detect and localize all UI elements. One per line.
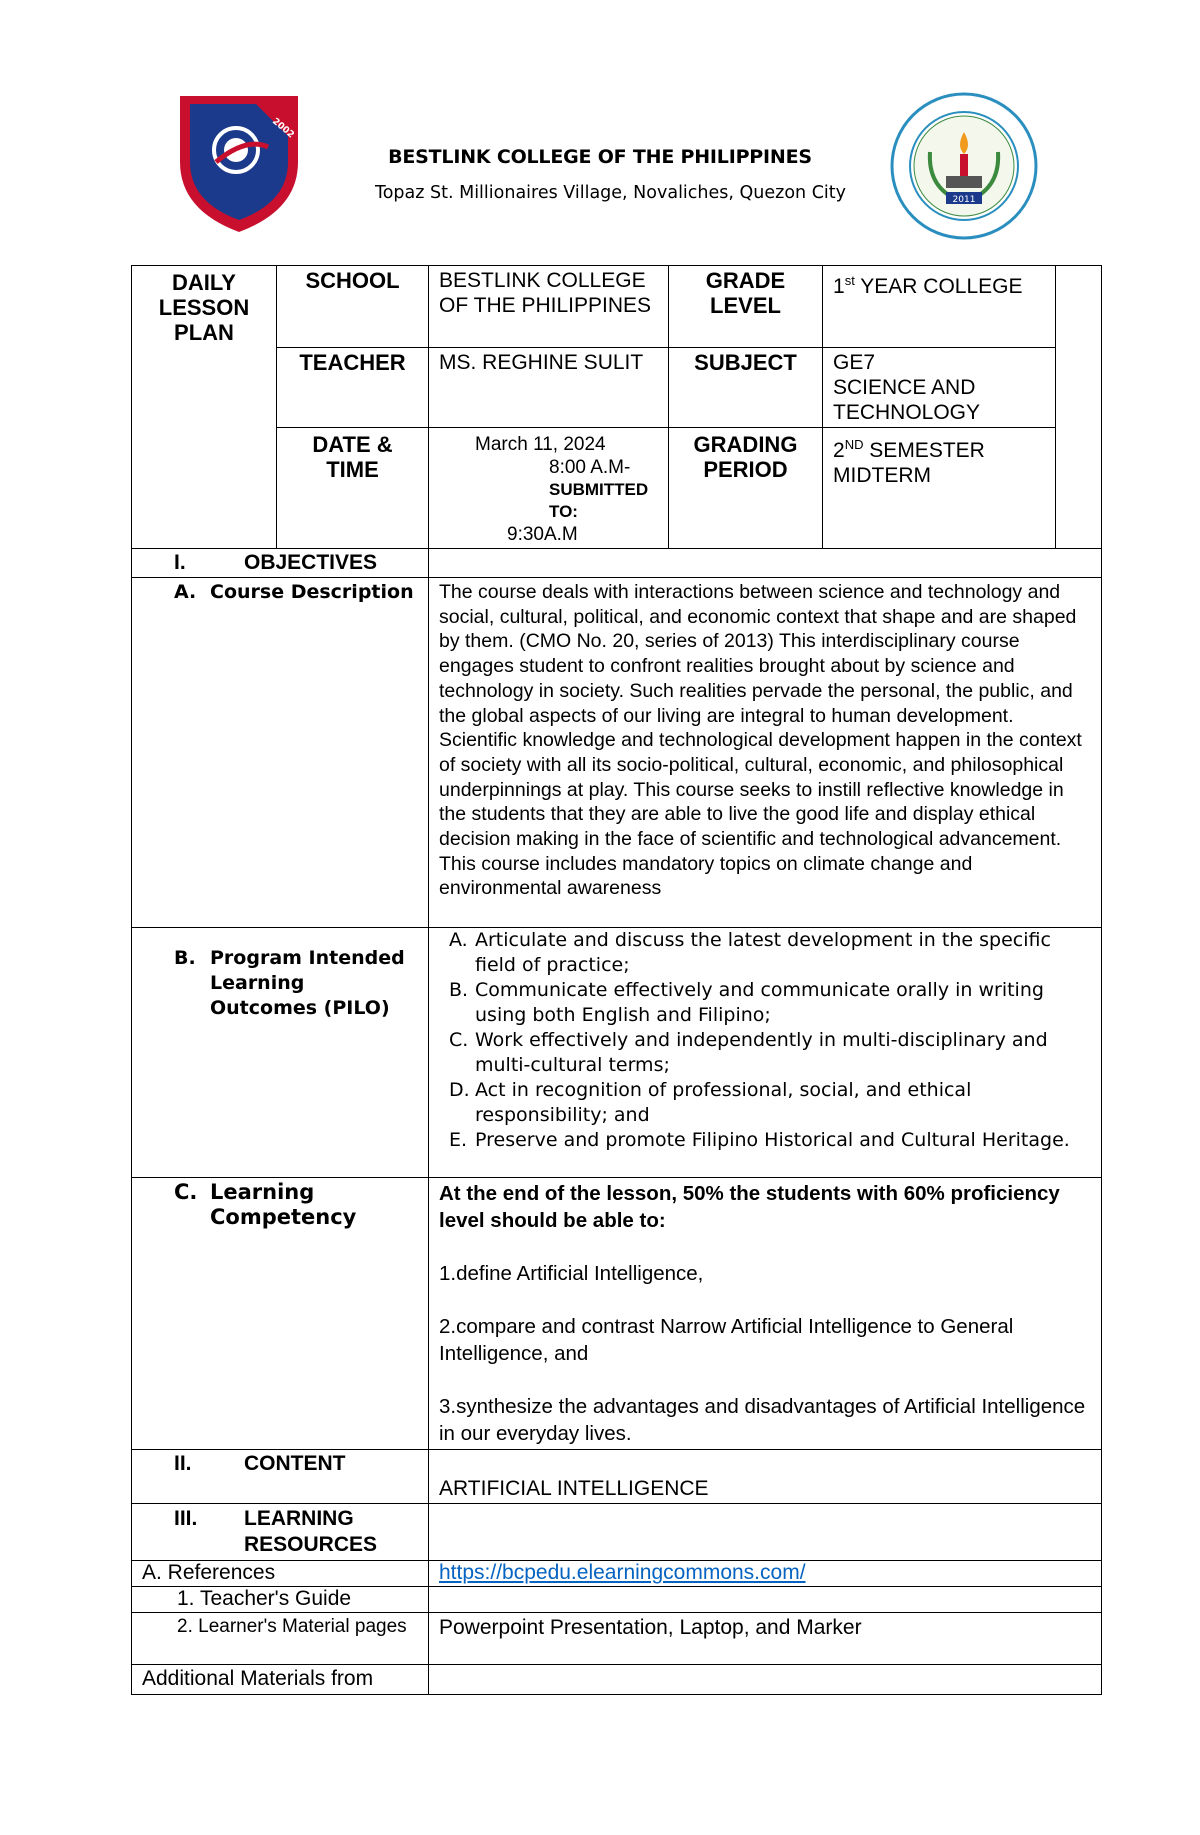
objectives-heading: I. OBJECTIVES xyxy=(132,549,429,578)
pilo-item: D. Act in recognition of professional, social, and ethical responsibility; and xyxy=(449,1079,972,1126)
school-name: BESTLINK COLLEGE OF THE PHILIPPINES xyxy=(388,146,812,168)
teachers-guide-value xyxy=(429,1587,1102,1613)
teacher-label: TEACHER xyxy=(277,348,429,428)
learning-competency-text: At the end of the lesson, 50% the students with 60% proficiency level should be able to: 1.define Artificial Intelligence, 2.compare and contrast Narrow Artificial Intelligence to General Intelligence, and 3.synthesize the advantages and disadvantages of Artificial Intelligence in our everyday lives. xyxy=(429,1178,1102,1450)
pilo-item: C. Work effectively and independently in multi-disciplinary and multi-cultural terms; xyxy=(449,1029,1048,1076)
grade-level-label: GRADE LEVEL xyxy=(669,266,823,348)
pilo-list-cell xyxy=(429,928,1102,1178)
school-header xyxy=(375,146,865,209)
pilo-item: B. Communicate effectively and communicate orally in writing using both English and Filipino; xyxy=(449,979,1044,1026)
additional-materials-value xyxy=(429,1665,1102,1695)
subject-value: GE7 SCIENCE AND TECHNOLOGY xyxy=(823,348,1056,428)
date-time-label: DATE & TIME xyxy=(277,428,429,549)
subject-label: SUBJECT xyxy=(669,348,823,428)
content-heading: II. CONTENT xyxy=(132,1450,429,1504)
learning-competency-label: C. Learning Competency xyxy=(132,1178,429,1450)
school-label: SCHOOL xyxy=(277,266,429,348)
grade-level-value: 1st YEAR COLLEGE xyxy=(823,266,1056,348)
pilo-list xyxy=(439,928,1091,1153)
plan-label: DAILY LESSON PLAN xyxy=(132,266,277,549)
date-time-value: March 11, 2024 8:00 A.M- SUBMITTED TO: 9:30A.M xyxy=(429,428,669,549)
lesson-plan-table xyxy=(131,265,1102,1695)
school-value: BESTLINK COLLEGE OF THE PHILIPPINES xyxy=(429,266,669,348)
learners-material-value: Powerpoint Presentation, Laptop, and Marker xyxy=(429,1613,1102,1665)
pilo-item: A. Articulate and discuss the latest development in the specific field of practice; xyxy=(449,929,1051,976)
bestlink-shield-logo xyxy=(176,92,302,234)
pilo-item: E. Preserve and promote Filipino Historical and Cultural Heritage. xyxy=(449,1129,1070,1151)
school-address: Topaz St. Millionaires Village, Novaliches, Quezon City xyxy=(375,183,846,203)
additional-materials-label: Additional Materials from xyxy=(132,1665,429,1695)
learning-resources-heading: III. LEARNING RESOURCES xyxy=(132,1504,429,1561)
svg-text:2011: 2011 xyxy=(952,195,976,205)
references-label: A. References xyxy=(132,1561,429,1587)
content-value: ARTIFICIAL INTELLIGENCE xyxy=(429,1450,1102,1504)
teachers-guide-label: 1. Teacher's Guide xyxy=(132,1587,429,1613)
course-description-label: A. Course Description xyxy=(132,578,429,928)
pilo-label: B. Program Intended Learning Outcomes (PILO) xyxy=(132,928,429,1178)
objectives-empty xyxy=(429,549,1102,578)
learning-resources-empty xyxy=(429,1504,1102,1561)
teacher-education-seal-logo xyxy=(890,92,1038,240)
teacher-value: MS. REGHINE SULIT xyxy=(429,348,669,428)
grading-period-label: GRADING PERIOD xyxy=(669,428,823,549)
grading-period-value: 2ND SEMESTER MIDTERM xyxy=(823,428,1056,549)
references-link[interactable]: https://bcpedu.elearningcommons.com/ xyxy=(439,1561,806,1584)
svg-text:2002: 2002 xyxy=(270,116,296,141)
course-description-text: The course deals with interactions between science and technology and social, cultural, political, and economic context that shape and are shaped by them. (CMO No. 20, series of 2013) This interdisciplinary course engages student to confront realities brought about by science and technology in society. Such realities pervade the personal, the public, and the global aspects of our living are integral to human development. Scientific knowledge and technological development happen in the context of society with all its socio-political, cultural, economic, and philosophical underpinnings at play. This course seeks to instill reflective knowledge in the students that they are able to live the good life and display ethical decision making in the face of scientific and technological advancement. This course includes mandatory topics on climate change and environmental awareness xyxy=(429,578,1102,928)
references-value xyxy=(429,1561,1102,1587)
blank-cell xyxy=(1056,266,1102,549)
learners-material-label: 2. Learner's Material pages xyxy=(132,1613,429,1665)
